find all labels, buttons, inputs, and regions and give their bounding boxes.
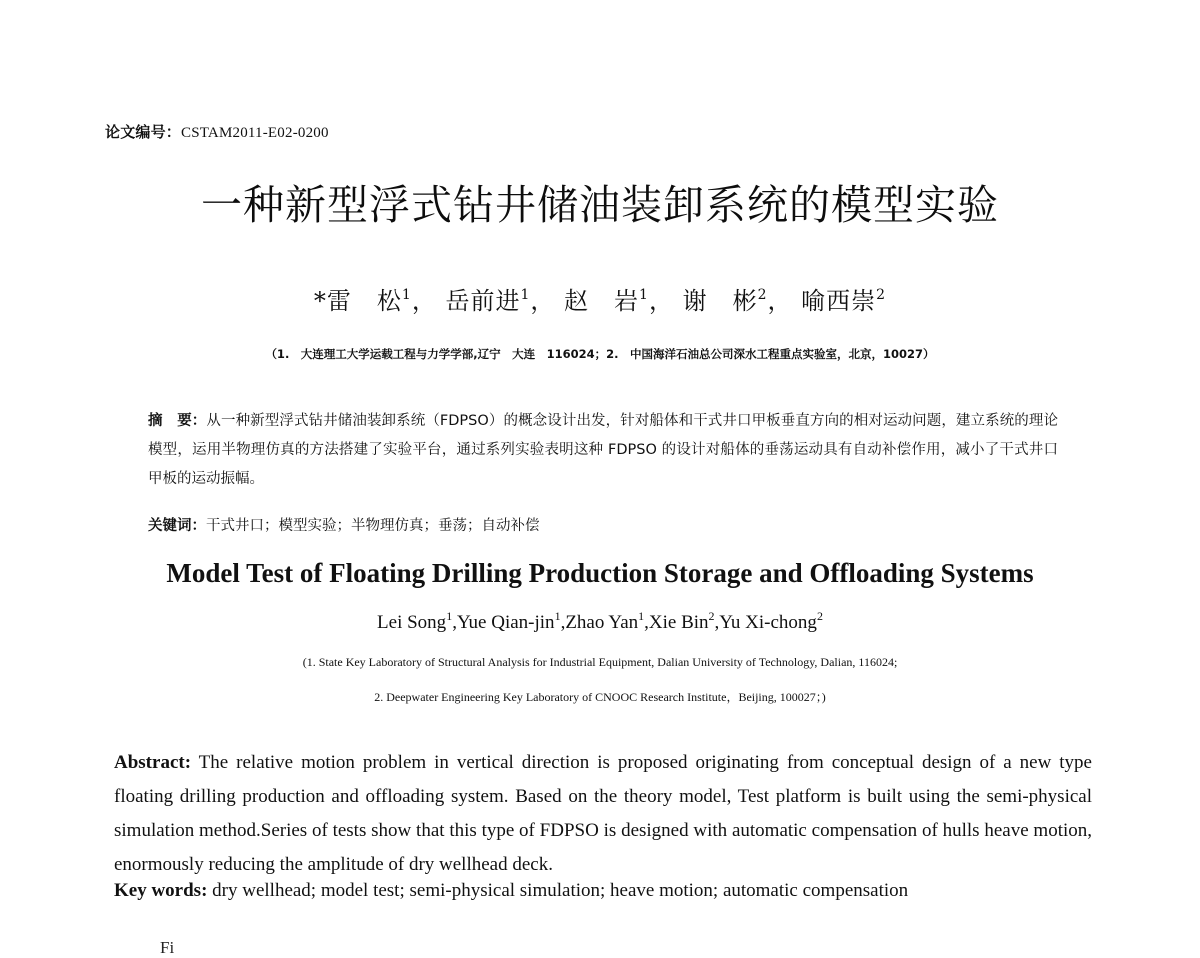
cn-author: 喻西崇 [801,287,877,315]
en-author-affil: 1 [554,609,561,623]
cn-author-sep: ， [530,287,556,315]
en-author: Lei Song [377,612,447,633]
en-author: Yue Qian-jin [456,612,555,633]
english-affiliation-2: 2. Deepwater Engineering Key Laboratory of CNOOC Research Institute，Beijing, 100027；) [374,690,826,704]
chinese-affiliations: （1. 大连理工大学运载工程与力学学部,辽宁 大连 116024；2. 中国海洋石油总公司深水工程重点实验室，北京，10027） [265,347,935,361]
english-abstract [114,746,1092,882]
en-author-sep: , [452,612,457,633]
cn-author-affil: 1 [639,287,649,303]
english-affiliation-1: (1. State Key Laboratory of Structural Analysis for Industrial Equipment, Dalian University of Technology, Dalian, 116024; [302,655,898,669]
cn-keywords-text: 干式井口；模型实验；半物理仿真；垂荡；自动补偿 [206,518,540,534]
chinese-authors [0,281,1200,316]
cn-keywords-label: 关键词： [148,518,206,534]
en-abstract-label: Abstract: [114,752,192,773]
en-keywords-text: dry wellhead; model test; semi-physical simulation; heave motion; automatic compensation [212,880,909,901]
en-abstract-text: The relative motion problem in vertical direction is proposed originating from conceptual design of a new type floating drilling production and offloading system. Based on the theory model, Test platform is built using the semi-physical simulation method.Series of tests show that this type of FDPSO is designed with automatic compensation of hulls heave motion, enormously reducing the amplitude of dry wellhead deck. [114,752,1092,875]
cn-author-affil: 2 [876,287,887,303]
english-authors [0,609,1200,634]
chinese-keywords [148,514,540,535]
cn-author: 谢 彬 [682,287,758,315]
en-author-sep: , [714,612,720,633]
cn-author-affil: 1 [520,287,531,303]
cn-author-sep: ， [767,287,793,315]
en-author-sep: , [644,612,649,633]
cutoff-text: Fi [160,938,175,957]
paper-id-label: 论文编号： [105,123,182,141]
cn-abstract-label: 摘 要： [148,413,207,429]
cn-abstract-text: 从一种新型浮式钻井储油装卸系统（FDPSO）的概念设计出发，针对船体和干式井口甲板垂直方向的相对运动问题，建立系统的理论模型，运用半物理仿真的方法搭建了实验平台，通过系列实验表明这种 FDPSO 的设计对船体的垂荡运动具有自动补偿作用，减小了干式井口甲板的运动振幅。 [148,413,1058,487]
en-author-sep: , [560,612,566,633]
en-author-affil: 1 [446,609,453,623]
cn-author-affil: 1 [401,287,412,303]
cn-author-sep: ， [648,287,674,315]
en-author: Yu Xi-chong [719,612,817,633]
paper-id-line [105,121,329,142]
paper-id-value: CSTAM2011-E02-0200 [181,125,329,141]
en-author-affil: 2 [708,609,715,623]
en-author-affil: 1 [638,609,645,623]
cn-author: *雷 松 [313,287,402,315]
english-title: Model Test of Floating Drilling Production Storage and Offloading Systems [166,558,1034,588]
chinese-abstract [148,407,1058,494]
cn-author: 岳前进 [445,287,521,315]
english-keywords [114,880,908,902]
cn-author-sep: ， [411,287,437,315]
en-author: Xie Bin [648,612,709,633]
en-keywords-label: Key words: [114,880,208,901]
cn-author-affil: 2 [757,287,768,303]
en-author-affil: 2 [816,609,823,623]
en-author: Zhao Yan [565,612,639,633]
chinese-title: 一种新型浮式钻井储油装卸系统的模型实验 [201,181,999,229]
cn-author: 赵 岩 [564,287,640,315]
